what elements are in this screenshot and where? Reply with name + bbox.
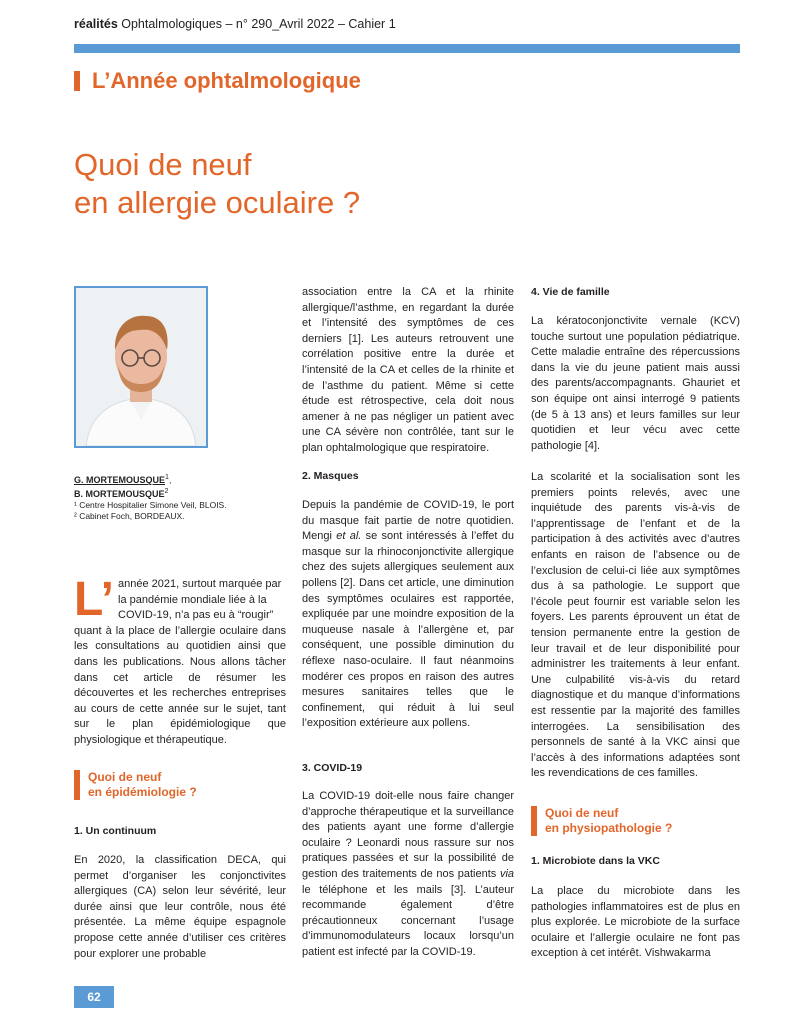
- paragraph-microbiote-text: La place du microbiote dans les pathologies inflammatoires est de plus en plus explorée. Le microbiote de la surface oculaire et l’allergie oculaire ne font pas exception à cet intérêt. Vishwakarma: [531, 885, 740, 960]
- subheading-vie-famille: [531, 285, 740, 301]
- covid-text-b: le téléphone et les mails [3]. L’auteur recommande également d’être précautionneux concernant l’usage d’immunomodulateurs locaux lorsqu’un patient est infecté par la COVID-19.: [302, 883, 514, 958]
- subheading-vie-famille-text: 4. Vie de famille: [531, 286, 610, 298]
- box1-line2: en épidémiologie ?: [88, 785, 197, 799]
- intro-line-3: COVID-19, n’a pas eu à “rougir”: [118, 609, 274, 622]
- section-heading: [74, 68, 361, 94]
- intro-text-rest: quant à la place de l’allergie oculaire dans les consultations au quotidien ainsi que dans les publications. Nous allons tâcher dans cet article de résumer les découvertes et les recherches entreprises au cours de cette année sur le sujet, tant sur le plan épidémiologique que physiologique et thérapeutique.: [74, 624, 286, 746]
- paragraph-association: [302, 285, 514, 457]
- box-heading-physiopathology-inner: [531, 806, 740, 836]
- box-heading-epidemiology-inner: [74, 770, 286, 800]
- subheading-continuum: [74, 824, 286, 840]
- paragraph-kcv-text: La kératoconjonctivite vernale (KCV) touche surtout une population pédiatrique. Cette maladie entraîne des répercussions dans la vie du jeune patient mais aussi des parents/accompagnants. Ghauriet et son équipe ont ainsi interrogé 9 patients (de 5 à 13 ans) et leurs familles sur leur quotidien et leur vécu avec cette pathologie [4].: [531, 315, 740, 452]
- paragraph-microbiote: [531, 884, 740, 962]
- article-title-line1: Quoi de neuf: [74, 147, 252, 182]
- author-sup-1: 1: [165, 473, 169, 481]
- paragraph-scolarite-text: La scolarité et la socialisation sont les premiers points relevés, avec une inquiétude des parents vis-à-vis de l’apprentissage de l’enfant et de la participation à des activités avec d’autres enfants en raison de l’absence ou de l’exclusion de celui-ci liée aux symptômes dus à sa pathologie. Le support que l’école peut fournir est variable selon les foyers. Les parents éprouvent un état de tension permanente entre la gestion de leur travail et de leur disponibilité pour administrer les traitements à leur enfant. Une culpabilité vis-à-vis du retard diagnostique et du manque d’informations est ressentie par la majorité des familles interrogées. La sensibilisation des personnels de santé à la VKC ainsi que l’accès à des informations adaptées sont les revendications de ces familles.: [531, 471, 740, 780]
- subheading-masques-text: 2. Masques: [302, 470, 359, 482]
- paragraph-association-text: association entre la CA et la rhinite allergique/l’asthme, en regardant la durée et l’intensité des symptômes de ces derniers [1]. Les auteurs retrouvent une corrélation positive entre la durée et l’intensité de la CA et celles de la rhinite et de l’asthme du patient. Même si cette étude est rétrospective, cela doit nous amener à ne pas négliger un patient avec une CA sévère non contrôlée, tant sur le plan ophtalmologique que respiratoire.: [302, 286, 514, 454]
- section-marker: [74, 71, 80, 91]
- paragraph-covid-text: [302, 789, 514, 961]
- covid-via: via: [499, 867, 514, 880]
- masques-text-b: se sont intéressés à l’effet du masque sur la rhinoconjonctivite allergique chez des sujets allergiques seulement aux pollens [2]. Dans cet article, une diminution des symptômes oculaires est rapportée, expliquée par une moindre exposition de la muqueuse nasale à l’allergène et, par conséquent, une possible diminution du réflexe naso-oculaire. Il faut néanmoins modérer ces propos en raison des autres mesures sanitaires telles que le confinement, qui réduit à lui seul l’exposition extérieure aux pollens.: [302, 530, 514, 730]
- author-portrait-image: [76, 288, 206, 446]
- author-photo: [74, 286, 208, 448]
- section-title: L’Année ophtalmologique: [92, 68, 361, 93]
- subheading-microbiote-text: 1. Microbiote dans la VKC: [531, 855, 660, 867]
- author-block: [74, 472, 274, 522]
- paragraph-kcv: [531, 314, 740, 454]
- box2-line1: Quoi de neuf: [545, 806, 619, 820]
- affiliation-2: ² Cabinet Foch, BORDEAUX.: [74, 510, 185, 521]
- box-heading-text-2: [545, 806, 672, 836]
- box-heading-marker-2: [531, 806, 537, 836]
- masques-etal: et al.: [336, 530, 362, 543]
- author-line-2: [74, 486, 274, 500]
- author-sup-2: 2: [164, 486, 169, 495]
- header-rule: [74, 44, 740, 53]
- journal-header: [74, 17, 396, 31]
- masques-text-a: Depuis la pandémie de COVID-19, le port du masque fait partie de notre quotidien. Mengi: [302, 499, 514, 543]
- author-name-2: B. MORTEMOUSQUE: [74, 488, 165, 499]
- subheading-covid: [302, 761, 514, 777]
- journal-name: réalités: [74, 17, 118, 31]
- covid-text-a: La COVID-19 doit-elle nous faire changer d’approche thérapeutique et la surveillance des patients ayant une forme d’allergie oculaire ? Leonardi nous rassure sur nos pratiques passées et sur la possibilité de gestion des traitements de nos patients: [302, 790, 514, 880]
- author-separator: ,: [168, 474, 172, 485]
- paragraph-deca: [74, 853, 286, 962]
- page-number: 62: [74, 986, 114, 1008]
- subheading-covid-text: 3. COVID-19: [302, 762, 363, 774]
- paragraph-scolarite: [531, 470, 740, 782]
- box-heading-epidemiology: [74, 770, 286, 800]
- author-line-1: [74, 472, 274, 486]
- subheading-masques: [302, 469, 514, 485]
- paragraph-deca-text: En 2020, la classification DECA, qui permet d’organiser les conjonctivites allergiques (CA) selon leur sévérité, leur durée ainsi que leur contrôle, nous été présentée. La même équipe espagnole propose cette année d’utiliser ces critères pour explorer une probable: [74, 854, 286, 960]
- paragraph-masques-text: [302, 498, 514, 732]
- subheading-continuum-text: 1. Un continuum: [74, 825, 157, 837]
- box1-line1: Quoi de neuf: [88, 770, 162, 784]
- box-heading-physiopathology: [531, 806, 740, 836]
- journal-issue: Ophtalmologiques – n° 290_Avril 2022 – Cahier 1: [117, 17, 396, 31]
- paragraph-covid: [302, 789, 514, 961]
- article-title-line2: en allergie oculaire ?: [74, 185, 361, 220]
- box2-line2: en physiopathologie ?: [545, 821, 673, 835]
- drop-cap: L’: [74, 573, 115, 626]
- article-title: [74, 146, 360, 222]
- box-heading-text: [88, 770, 197, 800]
- intro-line-2: la pandémie mondiale liée à la: [118, 593, 267, 606]
- intro-paragraph: [74, 573, 286, 749]
- paragraph-masques: [302, 498, 514, 732]
- affiliation-1: ¹ Centre Hospitalier Simone Veil, BLOIS.: [74, 499, 227, 510]
- box-heading-marker: [74, 770, 80, 800]
- subheading-microbiote: [531, 854, 740, 870]
- intro-line-1: année 2021, surtout marquée par: [118, 578, 282, 590]
- author-name-1: G. MORTEMOUSQUE: [74, 474, 166, 485]
